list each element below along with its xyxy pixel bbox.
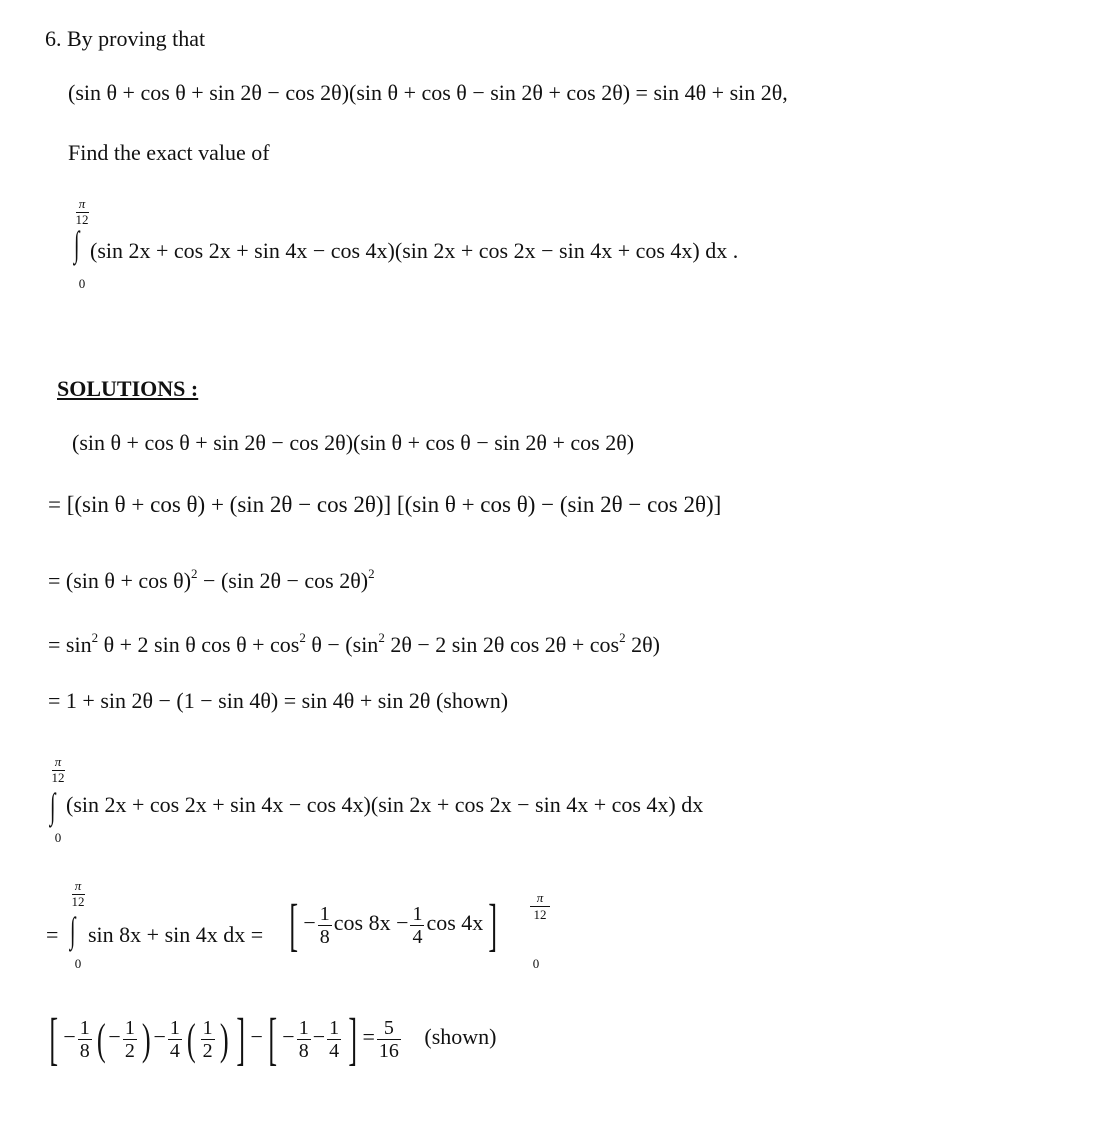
integrand: (sin 2x + cos 2x + sin 4x − cos 4x)(sin 2x + cos 2x − sin 4x + cos 4x) dx [66,792,704,817]
question-find-text: Find the exact value of [68,140,270,165]
final-evaluation: [ − $\frac{1}{8}$ ( − $\frac{1}{2}$ ) − $\frac{1}{4}$ ( $\frac{1}{2}$ ) ] −[ − $\frac{1}{8}$ − $\frac{1}{4}$ ] = $\frac{5}{16}$ (shown) [49,1006,497,1071]
integrand: sin 8x + sin 4x dx = [88,922,264,947]
lower-limit: 0 [78,276,86,291]
lower-limit: 0 [74,956,82,971]
integrand: (sin 2x + cos 2x + sin 4x − cos 4x)(sin 2x + cos 2x − sin 4x + cos 4x) dx . [90,238,739,263]
question-identity: (sin θ + cos θ + sin 2θ − cos 2θ)(sin θ + cos θ − sin 2θ + cos 2θ) = sin 4θ + sin 2θ, [68,80,788,105]
integral-sign: ∫ [74,224,80,264]
question-title: 6. By proving that [45,26,206,51]
antiderivative: [ − $\frac{1}{8}$ cos 8x − $\frac{1}{4}$ cos 4x] [289,892,498,957]
solution-step-1: (sin θ + cos θ + sin 2θ − cos 2θ)(sin θ + cos θ − sin 2θ + cos 2θ) [72,430,635,455]
solution-step-3: = (sin θ + cos θ)$^2$ − (sin 2θ − cos 2θ)$^2$ [48,566,375,593]
equals-sign: = [46,922,59,947]
lower-limit: 0 [54,830,62,845]
question-integral: π 12 ∫ 0 (sin 2x + cos 2x + sin 4x − cos 4x)(sin 2x + cos 2x − sin 4x + cos 4x) dx . [70,196,870,296]
eval-lower-limit: 0 [532,956,540,971]
integral-sign: ∫ [50,786,56,826]
solution-step-2: = [(sin θ + cos θ) + (sin 2θ − cos 2θ)] [(sin θ + cos θ) − (sin 2θ − cos 2θ)] [48,492,722,517]
eval-upper-limit: π 12 [530,890,550,923]
solutions-heading: SOLUTIONS : [57,376,199,401]
solution-step-4: = $\sin^2 \theta + 2$ sin θ $\cos \theta + \cos^2 \theta - (\sin^2$ 2θ − 2 sin 2θ $\cos 2\theta + \cos^2 2\theta$) [48,630,660,657]
solution-integral: π 12 ∫ 0 (sin 2x + cos 2x + sin 4x − cos 4x)(sin 2x + cos 2x − sin 4x + cos 4x) dx [46,754,846,854]
integral-sign: ∫ [70,910,76,950]
solution-step-5: = 1 + sin 2θ − (1 − sin 4θ) = sin 4θ + sin 2θ (shown) [48,688,509,713]
integral-evaluation: = π 12 ∫ 0 sin 8x + sin 4x dx = [ − $\frac{1}{8}$ cos 8x − $\frac{1}{4}$ cos 4x] π 12 0 [46,878,606,978]
